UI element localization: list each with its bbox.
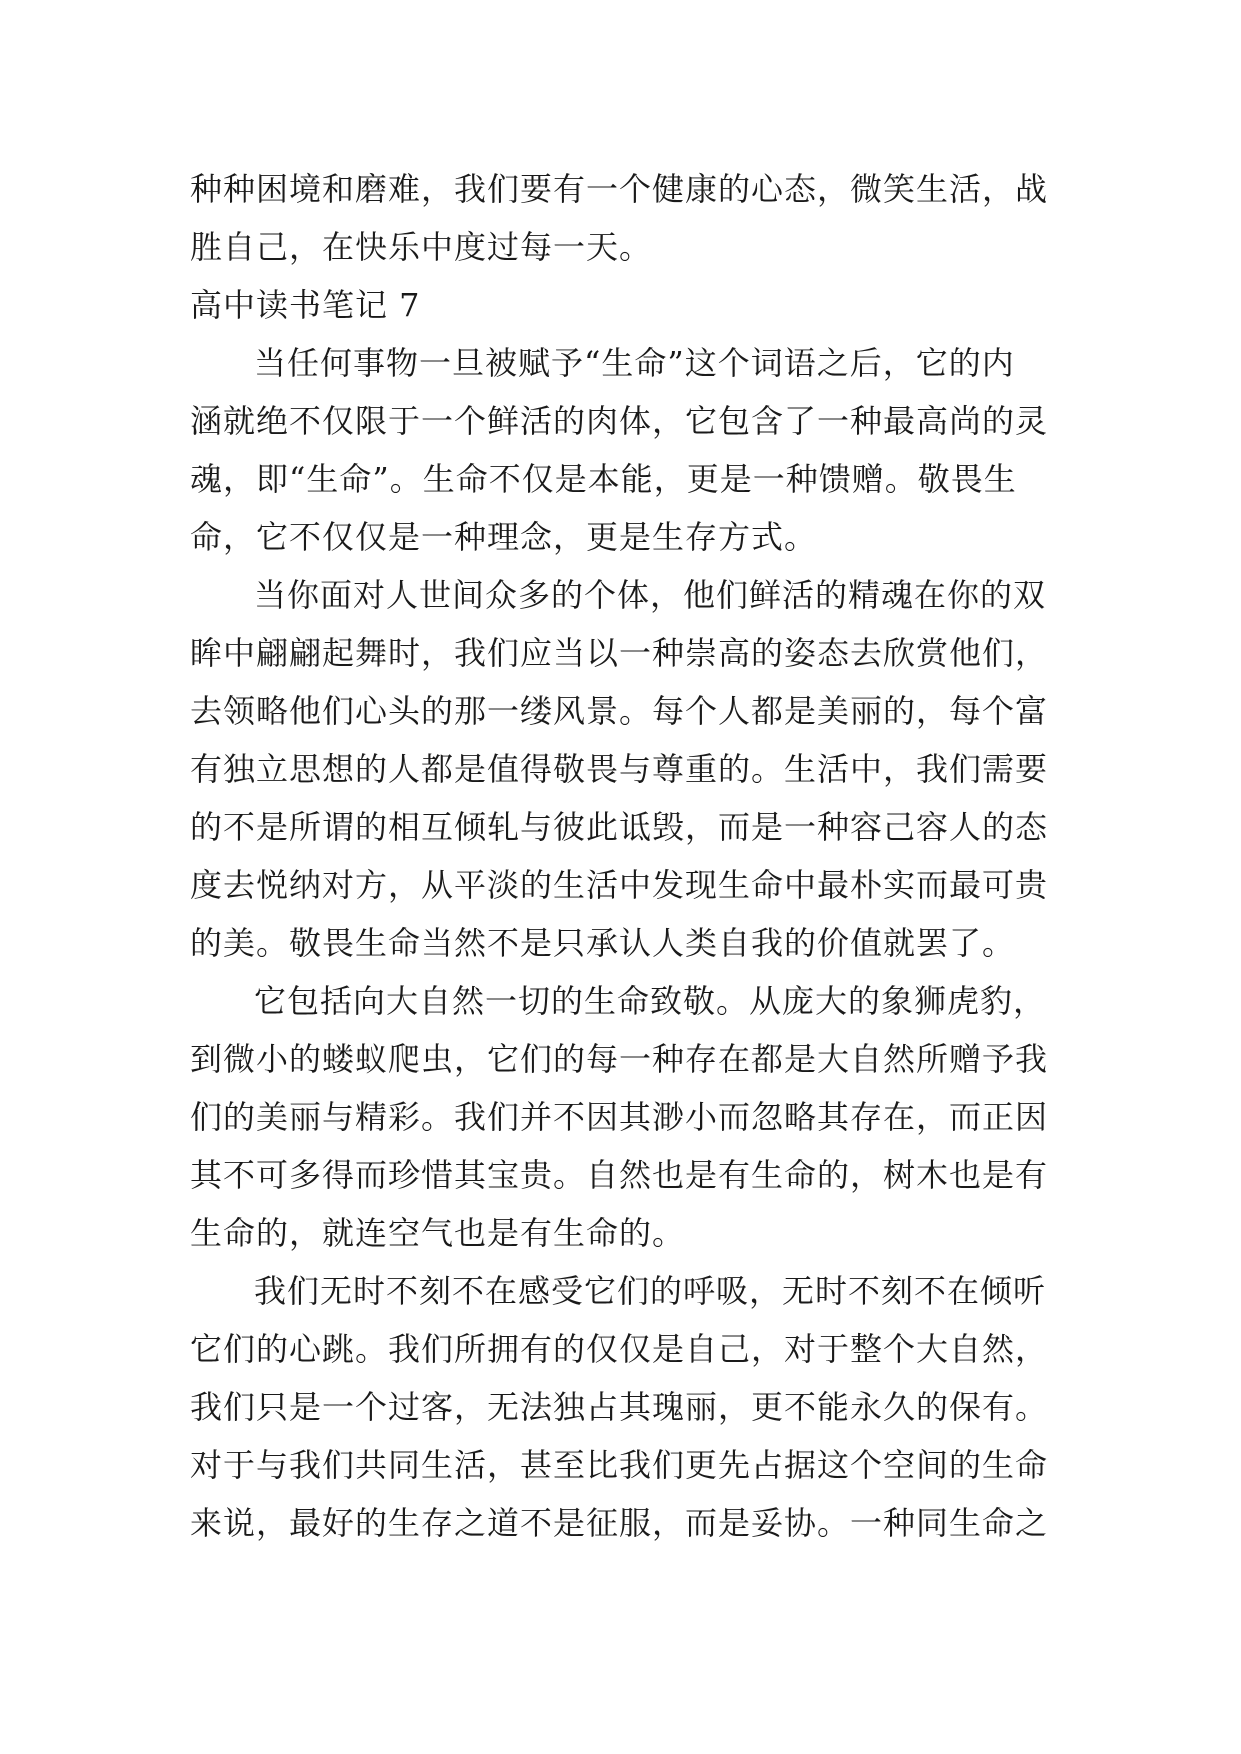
text-line: 它们的心跳。我们所拥有的仅仅是自己，对于整个大自然， bbox=[190, 1330, 1049, 1368]
text-line: 对于与我们共同生活，甚至比我们更先占据这个空间的生命 bbox=[190, 1446, 1049, 1484]
text-line: 到微小的蝼蚁爬虫，它们的每一种存在都是大自然所赠予我 bbox=[190, 1040, 1049, 1078]
text-line: 有独立思想的人都是值得敬畏与尊重的。生活中，我们需要 bbox=[190, 750, 1049, 788]
section-heading: 高中读书笔记 7 bbox=[190, 286, 421, 324]
paragraph-first-line: 我们无时不刻不在感受它们的呼吸，无时不刻不在倾听 bbox=[254, 1272, 1047, 1310]
text-line: 我们只是一个过客，无法独占其瑰丽，更不能永久的保有。 bbox=[190, 1388, 1049, 1426]
text-line: 生命的，就连空气也是有生命的。 bbox=[190, 1214, 686, 1252]
text-line: 魂，即“生命”。生命不仅是本能，更是一种馈赠。敬畏生 bbox=[190, 460, 1017, 498]
paragraph-first-line: 它包括向大自然一切的生命致敬。从庞大的象狮虎豹， bbox=[254, 982, 1047, 1020]
document-body bbox=[190, 160, 1060, 1552]
paragraph-first-line: 当你面对人世间众多的个体，他们鲜活的精魂在你的双 bbox=[254, 576, 1047, 614]
text-line: 眸中翩翩起舞时，我们应当以一种崇高的姿态去欣赏他们， bbox=[190, 634, 1049, 672]
text-line: 命，它不仅仅是一种理念，更是生存方式。 bbox=[190, 518, 818, 556]
text-line: 的美。敬畏生命当然不是只承认人类自我的价值就罢了。 bbox=[190, 924, 1016, 962]
text-line: 其不可多得而珍惜其宝贵。自然也是有生命的，树木也是有 bbox=[190, 1156, 1049, 1194]
text-line: 涵就绝不仅限于一个鲜活的肉体，它包含了一种最高尚的灵 bbox=[190, 402, 1049, 440]
text-line: 胜自己，在快乐中度过每一天。 bbox=[190, 228, 653, 266]
paragraph-first-line: 当任何事物一旦被赋予“生命”这个词语之后，它的内 bbox=[254, 344, 1015, 382]
text-line: 来说，最好的生存之道不是征服，而是妥协。一种同生命之 bbox=[190, 1504, 1049, 1542]
text-line: 们的美丽与精彩。我们并不因其渺小而忽略其存在，而正因 bbox=[190, 1098, 1049, 1136]
text-line: 的不是所谓的相互倾轧与彼此诋毁，而是一种容己容人的态 bbox=[190, 808, 1049, 846]
text-line: 度去悦纳对方，从平淡的生活中发现生命中最朴实而最可贵 bbox=[190, 866, 1049, 904]
text-line: 种种困境和磨难，我们要有一个健康的心态，微笑生活，战 bbox=[190, 170, 1049, 208]
text-line: 去领略他们心头的那一缕风景。每个人都是美丽的，每个富 bbox=[190, 692, 1049, 730]
